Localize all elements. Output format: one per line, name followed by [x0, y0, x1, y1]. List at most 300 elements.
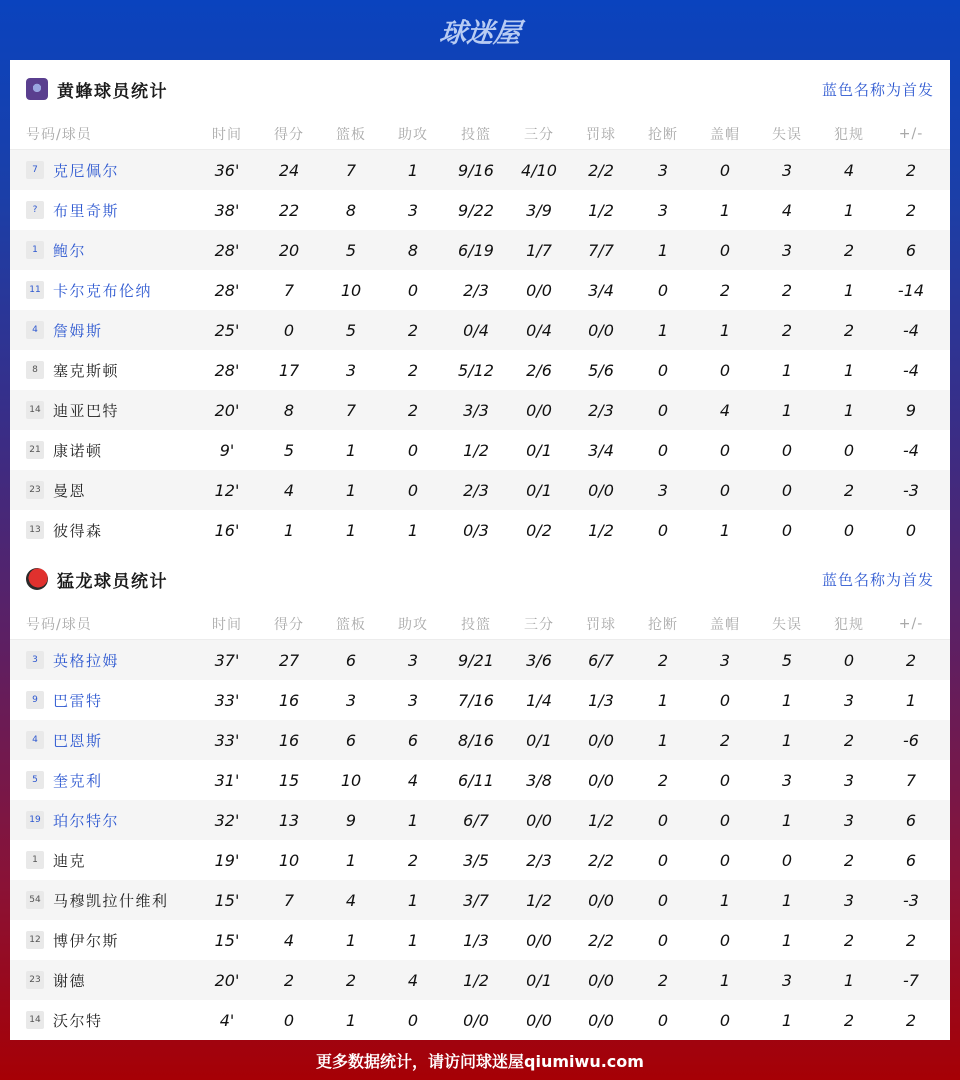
player-row	[10, 470, 950, 510]
stat-cell: 1/3	[463, 930, 489, 950]
stat-cell: 2	[345, 970, 357, 990]
stat-cell: 7/16	[458, 690, 494, 710]
column-header: 失误	[772, 616, 802, 633]
stat-cell: 0	[657, 1010, 669, 1030]
stat-cell: 4/10	[521, 160, 557, 180]
jersey-number-badge: 13	[26, 521, 44, 539]
stat-cell: 1/2	[588, 200, 614, 220]
stat-cell: 2	[843, 480, 855, 500]
stat-cell: 1	[843, 970, 855, 990]
stat-cell: 3	[843, 690, 855, 710]
player-cell[interactable]	[26, 970, 196, 991]
stat-cell: 0	[657, 400, 669, 420]
stat-cell: 6	[407, 730, 419, 750]
stat-cell: 9/22	[458, 200, 494, 220]
jersey-number-badge: 3	[26, 651, 44, 669]
stat-cell: 2	[407, 320, 419, 340]
player-cell[interactable]	[26, 1010, 196, 1031]
player-name[interactable]: 詹姆斯	[53, 321, 103, 340]
stat-cell: 0	[657, 890, 669, 910]
stat-cell: 2	[407, 360, 419, 380]
stat-cell: 2	[905, 930, 917, 950]
player-name[interactable]: 彼得森	[53, 521, 103, 540]
stat-cell: 32'	[214, 810, 240, 830]
stat-cell: 4	[781, 200, 793, 220]
column-header: 投篮	[461, 126, 491, 143]
player-cell[interactable]	[26, 810, 196, 831]
stat-cell: 5/6	[588, 360, 614, 380]
stat-cell: 0/0	[588, 970, 614, 990]
stat-cell: 4	[283, 480, 295, 500]
stat-cell: 20'	[214, 970, 240, 990]
stat-cell: 0	[843, 440, 855, 460]
player-name[interactable]: 曼恩	[53, 481, 87, 500]
team-sections	[10, 60, 950, 1040]
stat-cell: 2/2	[588, 850, 614, 870]
stat-cell: 1	[843, 400, 855, 420]
table-body	[10, 150, 950, 550]
stat-cell: 4	[283, 930, 295, 950]
raptors-logo-icon	[26, 568, 48, 590]
stat-cell: 5	[345, 320, 357, 340]
stat-cell: 3	[657, 160, 669, 180]
stat-cell: 1	[657, 730, 669, 750]
stat-cell: 0/3	[463, 520, 489, 540]
player-name[interactable]: 巴恩斯	[53, 731, 103, 750]
stat-cell: 1	[719, 200, 731, 220]
player-cell[interactable]	[26, 240, 196, 261]
stat-cell: 3	[657, 480, 669, 500]
player-row	[10, 840, 950, 880]
stat-cell: 6	[345, 650, 357, 670]
stat-cell: 0/1	[526, 440, 552, 460]
stat-cell: 3	[843, 810, 855, 830]
stat-cell: 0	[657, 280, 669, 300]
player-name[interactable]: 珀尔特尔	[53, 811, 120, 830]
stat-cell: 0	[719, 850, 731, 870]
jersey-number-badge: 5	[26, 771, 44, 789]
player-row	[10, 960, 950, 1000]
jersey-number-badge: 8	[26, 361, 44, 379]
stat-cell: 2	[781, 280, 793, 300]
section-header	[10, 550, 950, 608]
stat-cell: 6/7	[588, 650, 614, 670]
stat-cell: 2	[905, 1010, 917, 1030]
stat-cell: 12'	[214, 480, 240, 500]
stat-cell: 0	[719, 770, 731, 790]
stat-cell: 1	[719, 320, 731, 340]
stat-cell: 20	[278, 240, 300, 260]
stat-cell: 0	[719, 1010, 731, 1030]
player-cell[interactable]	[26, 770, 196, 791]
stat-cell: 0	[719, 930, 731, 950]
column-header: 助攻	[398, 616, 428, 633]
player-row	[10, 390, 950, 430]
jersey-number-badge: 21	[26, 441, 44, 459]
stat-cell: 1	[407, 810, 419, 830]
stat-cell: 0/0	[526, 810, 552, 830]
column-header: +/-	[898, 615, 924, 632]
player-name[interactable]: 迪克	[53, 851, 87, 870]
stat-cell: 0	[719, 160, 731, 180]
player-cell[interactable]	[26, 200, 196, 221]
player-name[interactable]: 马穆凯拉什维利	[53, 891, 169, 910]
stat-cell: 2	[283, 970, 295, 990]
player-row	[10, 150, 950, 190]
jersey-number-badge: 4	[26, 731, 44, 749]
stat-cell: 6/11	[458, 770, 494, 790]
stat-cell: 0	[905, 520, 917, 540]
column-header: 罚球	[586, 616, 616, 633]
stat-cell: 2/3	[526, 850, 552, 870]
stat-cell: 1	[345, 520, 357, 540]
stat-cell: 7	[283, 280, 295, 300]
stat-cell: 1/7	[526, 240, 552, 260]
column-header: 失误	[772, 126, 802, 143]
stat-cell: 1/2	[526, 890, 552, 910]
player-name[interactable]: 克尼佩尔	[53, 161, 120, 180]
stat-cell: 4	[719, 400, 731, 420]
stat-cell: 1	[781, 930, 793, 950]
stat-cell: 5/12	[458, 360, 494, 380]
stat-cell: 0/1	[526, 970, 552, 990]
stat-cell: -4	[903, 360, 919, 380]
stat-cell: 1	[345, 440, 357, 460]
stat-cell: 4	[407, 970, 419, 990]
jersey-number-badge: 1	[26, 241, 44, 259]
stat-cell: 0	[657, 440, 669, 460]
stat-cell: 1	[345, 930, 357, 950]
stat-cell: 0/0	[526, 1010, 552, 1030]
jersey-number-badge: 23	[26, 481, 44, 499]
stat-cell: 2	[905, 650, 917, 670]
stat-cell: 38'	[214, 200, 240, 220]
stat-cell: 2	[657, 650, 669, 670]
stat-cell: 0/0	[588, 1010, 614, 1030]
jersey-number-badge: 7	[26, 161, 44, 179]
jersey-number-badge: 4	[26, 321, 44, 339]
stat-cell: 10	[340, 770, 362, 790]
stat-cell: 0/1	[526, 480, 552, 500]
stat-cell: 2/2	[588, 930, 614, 950]
column-header: 盖帽	[710, 616, 740, 633]
player-cell[interactable]	[26, 320, 196, 341]
stat-cell: 0	[283, 1010, 295, 1030]
stat-cell: 8	[283, 400, 295, 420]
stat-cell: 0/4	[463, 320, 489, 340]
player-name[interactable]: 塞克斯顿	[53, 361, 120, 380]
stat-cell: 28'	[214, 240, 240, 260]
stat-cell: 3/7	[463, 890, 489, 910]
stat-cell: 2	[719, 280, 731, 300]
jersey-number-badge: 14	[26, 1011, 44, 1029]
stat-cell: 0	[781, 440, 793, 460]
stat-cell: 3/8	[526, 770, 552, 790]
stat-cell: 1	[843, 360, 855, 380]
footer-link-text[interactable]: 更多数据统计，请访问球迷屋qiumiwu.com	[316, 1051, 644, 1071]
player-name[interactable]: 布里奇斯	[53, 201, 120, 220]
stat-cell: 16'	[214, 520, 240, 540]
stat-cell: 1	[719, 890, 731, 910]
stat-cell: 0/0	[588, 320, 614, 340]
stat-cell: 1	[657, 240, 669, 260]
player-name[interactable]: 英格拉姆	[53, 651, 120, 670]
stat-cell: 0	[843, 650, 855, 670]
stat-cell: 3/3	[463, 400, 489, 420]
stat-cell: 1/2	[463, 970, 489, 990]
player-cell[interactable]	[26, 440, 196, 461]
stat-cell: 3/4	[588, 280, 614, 300]
stat-cell: 0	[843, 520, 855, 540]
team-title	[26, 77, 168, 102]
stat-cell: 1	[781, 890, 793, 910]
stat-cell: 0/2	[526, 520, 552, 540]
player-cell[interactable]	[26, 520, 196, 541]
player-cell[interactable]	[26, 690, 196, 711]
column-header: 助攻	[398, 126, 428, 143]
stat-cell: 1	[781, 360, 793, 380]
column-header: 时间	[212, 126, 242, 143]
stat-cell: 6	[345, 730, 357, 750]
table-header-row	[10, 608, 950, 640]
stat-cell: 2/3	[463, 480, 489, 500]
stat-cell: 1	[905, 690, 917, 710]
stat-cell: 1	[781, 1010, 793, 1030]
starter-legend-note: 蓝色名称为首发	[821, 570, 934, 589]
player-cell[interactable]	[26, 650, 196, 671]
player-cell[interactable]	[26, 280, 196, 301]
stat-cell: 2	[843, 320, 855, 340]
stat-cell: 2/2	[588, 160, 614, 180]
stat-cell: 1	[719, 970, 731, 990]
stat-cell: 2	[843, 850, 855, 870]
stat-cell: 2/3	[463, 280, 489, 300]
stat-cell: 1	[407, 930, 419, 950]
stat-cell: 7	[345, 400, 357, 420]
stat-cell: 1	[843, 280, 855, 300]
stat-cell: 28'	[214, 360, 240, 380]
jersey-number-badge: 12	[26, 931, 44, 949]
column-header: 三分	[524, 126, 554, 143]
stat-cell: 0/0	[588, 770, 614, 790]
stat-cell: 0	[657, 850, 669, 870]
stat-cell: 9/21	[458, 650, 494, 670]
stat-cell: 17	[278, 360, 300, 380]
stat-cell: 1/2	[588, 520, 614, 540]
player-name[interactable]: 迪亚巴特	[53, 401, 120, 420]
player-name[interactable]: 康诺顿	[53, 441, 103, 460]
stats-panel	[10, 60, 950, 1040]
stat-cell: 24	[278, 160, 300, 180]
stat-cell: 1/2	[588, 810, 614, 830]
column-header: 得分	[274, 616, 304, 633]
player-row	[10, 760, 950, 800]
stat-cell: 0/0	[588, 480, 614, 500]
stat-cell: 3	[781, 160, 793, 180]
player-row	[10, 510, 950, 550]
player-cell[interactable]	[26, 360, 196, 381]
stat-cell: 4'	[219, 1010, 235, 1030]
stat-cell: 37'	[214, 650, 240, 670]
stat-cell: 0	[781, 480, 793, 500]
stat-cell: 1/3	[588, 690, 614, 710]
stat-cell: 1	[657, 320, 669, 340]
stat-cell: 2	[657, 770, 669, 790]
stat-cell: 10	[278, 850, 300, 870]
section-header	[10, 60, 950, 118]
column-header: 犯规	[834, 616, 864, 633]
stat-cell: 6/19	[458, 240, 494, 260]
stat-cell: 1	[657, 690, 669, 710]
player-row	[10, 270, 950, 310]
player-cell[interactable]	[26, 160, 196, 181]
stat-cell: 0	[407, 480, 419, 500]
stat-cell: 1	[781, 400, 793, 420]
stat-cell: 1	[781, 690, 793, 710]
stat-cell: 31'	[214, 770, 240, 790]
player-row	[10, 720, 950, 760]
stat-cell: 0/4	[526, 320, 552, 340]
stat-cell: 36'	[214, 160, 240, 180]
stat-cell: 25'	[214, 320, 240, 340]
stat-cell: 3/5	[463, 850, 489, 870]
player-cell[interactable]	[26, 890, 196, 911]
column-header: 罚球	[586, 126, 616, 143]
player-row	[10, 190, 950, 230]
starter-legend-note: 蓝色名称为首发	[821, 80, 934, 99]
stat-cell: 33'	[214, 730, 240, 750]
stat-cell: 0	[407, 280, 419, 300]
stat-cell: 0	[781, 850, 793, 870]
player-row	[10, 800, 950, 840]
jersey-number-badge: 23	[26, 971, 44, 989]
stat-cell: 1	[345, 480, 357, 500]
stat-cell: 1	[345, 1010, 357, 1030]
stat-cell: 9/16	[458, 160, 494, 180]
player-cell[interactable]	[26, 930, 196, 951]
stat-cell: 1	[345, 850, 357, 870]
column-header: 得分	[274, 126, 304, 143]
stat-cell: 0/1	[526, 730, 552, 750]
player-row	[10, 1000, 950, 1040]
stat-cell: 1	[283, 520, 295, 540]
player-name[interactable]: 鲍尔	[53, 241, 87, 260]
stat-cell: 0	[719, 480, 731, 500]
stat-cell: 33'	[214, 690, 240, 710]
column-header: 篮板	[336, 126, 366, 143]
column-header: 盖帽	[710, 126, 740, 143]
stat-cell: 7	[345, 160, 357, 180]
player-name[interactable]: 奎克利	[53, 771, 103, 790]
stat-cell: 2	[843, 240, 855, 260]
player-row	[10, 640, 950, 680]
stat-cell: 1	[407, 890, 419, 910]
stat-cell: 3	[843, 890, 855, 910]
stat-cell: 5	[345, 240, 357, 260]
column-header: 时间	[212, 616, 242, 633]
column-header: 抢断	[648, 126, 678, 143]
player-cell[interactable]	[26, 850, 196, 871]
stat-cell: 0	[407, 440, 419, 460]
stat-cell: 3	[781, 970, 793, 990]
stat-cell: 1	[719, 520, 731, 540]
stat-cell: 19'	[214, 850, 240, 870]
player-name[interactable]: 沃尔特	[53, 1011, 103, 1030]
stat-cell: 2	[781, 320, 793, 340]
table-header-row	[10, 118, 950, 150]
stat-cell: 0	[719, 360, 731, 380]
stat-cell: 2/3	[588, 400, 614, 420]
player-row	[10, 920, 950, 960]
stat-cell: 2	[843, 1010, 855, 1030]
player-cell[interactable]	[26, 480, 196, 501]
player-cell[interactable]	[26, 730, 196, 751]
team-title	[26, 567, 168, 592]
stat-cell: 4	[345, 890, 357, 910]
stat-cell: 1	[781, 810, 793, 830]
player-name[interactable]: 卡尔克布伦纳	[53, 281, 153, 300]
column-header: 投篮	[461, 616, 491, 633]
stat-cell: 1/2	[463, 440, 489, 460]
stat-cell: 0/0	[463, 1010, 489, 1030]
stat-cell: 0	[781, 520, 793, 540]
stat-cell: 13	[278, 810, 300, 830]
stat-cell: 0	[719, 810, 731, 830]
stat-cell: -7	[903, 970, 919, 990]
player-row	[10, 310, 950, 350]
stat-cell: 2/6	[526, 360, 552, 380]
stat-cell: 9	[905, 400, 917, 420]
player-row	[10, 230, 950, 270]
stat-cell: 0	[719, 690, 731, 710]
jersey-number-badge: 9	[26, 691, 44, 709]
stat-cell: 2	[843, 930, 855, 950]
stat-cell: 3	[719, 650, 731, 670]
stat-cell: 1	[781, 730, 793, 750]
stat-cell: 8/16	[458, 730, 494, 750]
stat-cell: 4	[407, 770, 419, 790]
stat-cell: 0/0	[588, 730, 614, 750]
jersey-number-badge: 14	[26, 401, 44, 419]
stat-cell: 2	[407, 850, 419, 870]
stat-cell: 0	[719, 440, 731, 460]
player-name[interactable]: 谢德	[53, 971, 87, 990]
stat-cell: 3	[657, 200, 669, 220]
stat-cell: 16	[278, 730, 300, 750]
stat-cell: 7/7	[588, 240, 614, 260]
stat-cell: 7	[905, 770, 917, 790]
stat-cell: 28'	[214, 280, 240, 300]
stat-cell: 0	[283, 320, 295, 340]
stat-cell: 7	[283, 890, 295, 910]
stat-cell: 1	[843, 200, 855, 220]
player-name[interactable]: 博伊尔斯	[53, 931, 120, 950]
player-name[interactable]: 巴雷特	[53, 691, 103, 710]
player-cell[interactable]	[26, 400, 196, 421]
stat-cell: 15'	[214, 890, 240, 910]
stat-cell: 3/4	[588, 440, 614, 460]
stat-cell: 15	[278, 770, 300, 790]
footer-banner[interactable]	[0, 1040, 960, 1080]
stat-cell: -6	[903, 730, 919, 750]
stat-cell: 15'	[214, 930, 240, 950]
player-row	[10, 430, 950, 470]
stat-cell: 1	[407, 520, 419, 540]
stat-cell: 2	[905, 200, 917, 220]
stat-cell: 3/9	[526, 200, 552, 220]
stat-cell: 6	[905, 240, 917, 260]
stat-cell: 1/4	[526, 690, 552, 710]
